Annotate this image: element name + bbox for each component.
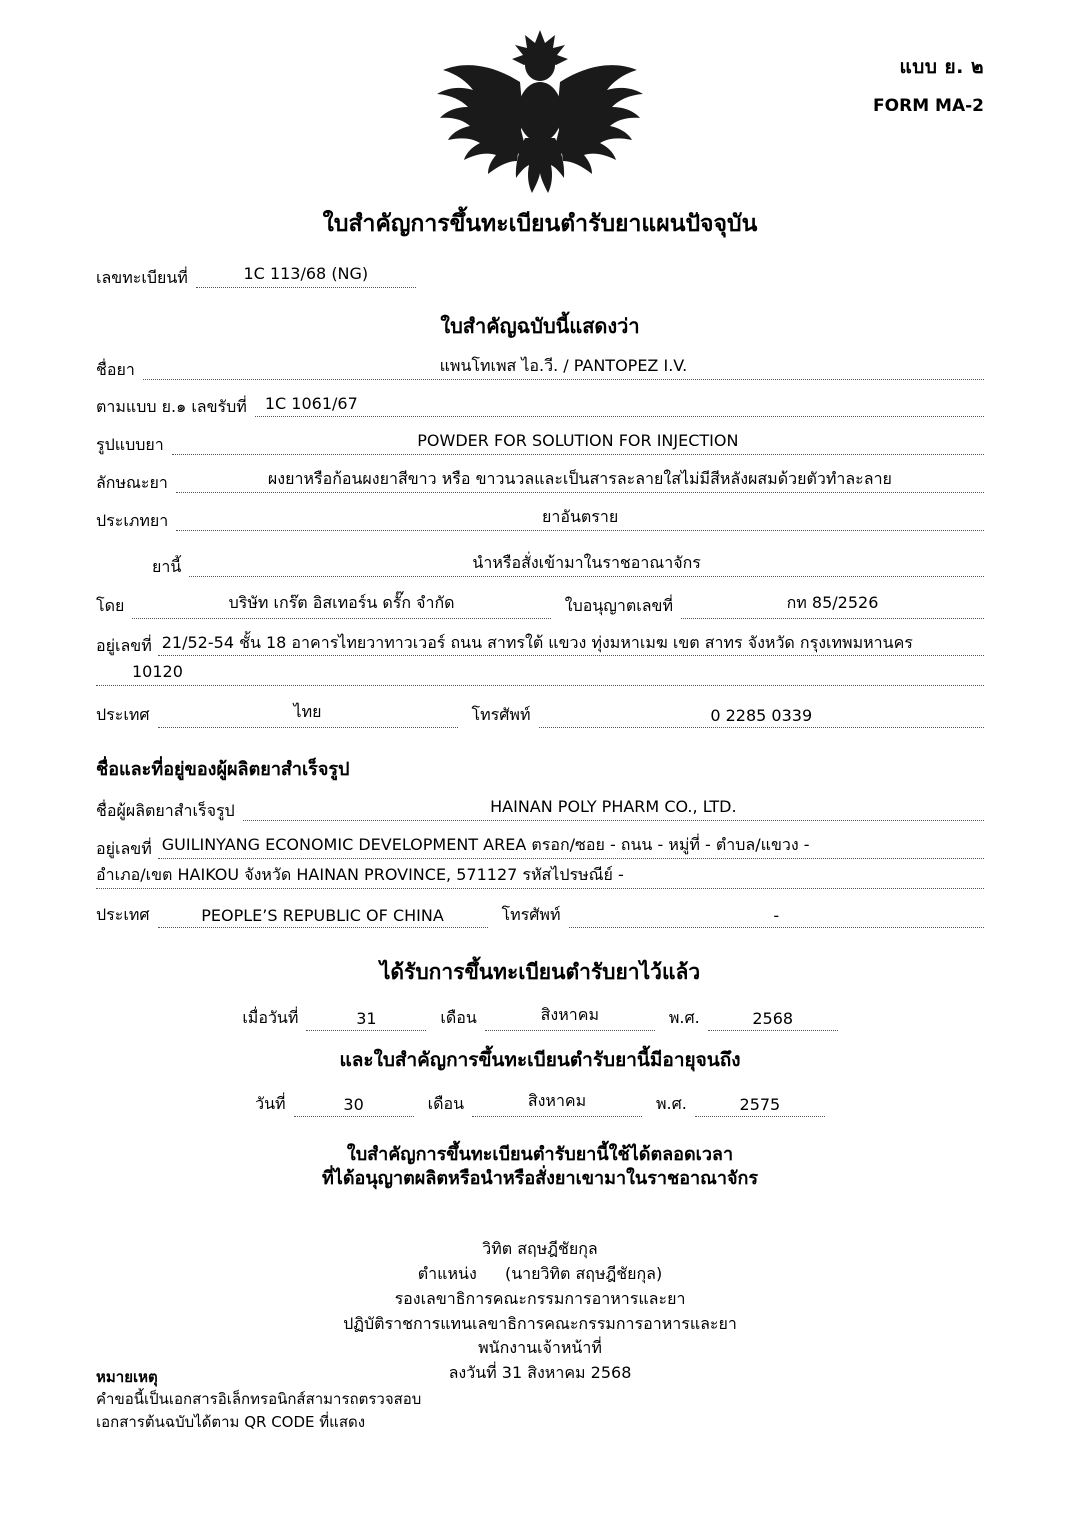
importer-address xyxy=(96,633,984,687)
importer-label: โดย xyxy=(96,595,125,615)
certify-heading: ใบสำคัญฉบับนี้แสดงว่า xyxy=(440,313,640,338)
signatory-title-3: พนักงานเจ้าหน้าที่ xyxy=(478,1338,602,1358)
appearance-row xyxy=(96,469,984,493)
footnote-title: หมายเหตุ xyxy=(96,1367,158,1386)
issue-date-row xyxy=(96,1003,984,1031)
importer-address-label: อยู่เลขที่ xyxy=(96,636,152,656)
dosage-form-value: POWDER FOR SOLUTION FOR INJECTION xyxy=(172,431,984,455)
form-code-english: FORM MA-2 xyxy=(873,96,984,116)
footnote-line2: เอกสารต้นฉบับได้ตาม QR CODE ที่แสดง xyxy=(96,1412,366,1431)
form-reference-row xyxy=(96,394,984,418)
drug-name-value: แพนโทเพส ไอ.วี. / PANTOPEZ I.V. xyxy=(143,356,984,380)
form-code-thai: แบบ ย. ๒ xyxy=(899,56,984,78)
issue-year-label: พ.ศ. xyxy=(668,1007,700,1027)
manufacturer-name-value: HAINAN POLY PHARM CO., LTD. xyxy=(243,797,984,821)
manufacturer-country-row xyxy=(96,903,984,928)
drug-name-row xyxy=(96,356,984,380)
signatory-name: วิทิต สฤษฎีชัยกุล xyxy=(482,1239,598,1259)
page-title: ใบสำคัญการขึ้นทะเบียนตำรับยาแผนปัจจุบัน xyxy=(322,211,758,237)
manufacturer-address-label: อยู่เลขที่ xyxy=(96,838,152,858)
granted-heading: ได้รับการขึ้นทะเบียนตำรับยาไว้แล้ว xyxy=(379,959,701,984)
importer-address-line2-row xyxy=(96,662,984,686)
dosage-form-label: รูปแบบยา xyxy=(96,435,164,455)
license-value: กท 85/2526 xyxy=(681,591,984,619)
importer-address-line1-row xyxy=(96,633,984,657)
form-reference-value: 1C 1061/67 xyxy=(255,394,984,418)
expiry-year-label: พ.ศ. xyxy=(656,1093,687,1113)
manufacturer-phone-label: โทรศัพท์ xyxy=(501,904,561,924)
importer-phone-label: โทรศัพท์ xyxy=(471,705,531,725)
manufacturer-country-label: ประเทศ xyxy=(96,904,150,924)
category-label: ประเภทยา xyxy=(96,510,169,530)
form-reference-label: ตามแบบ ย.๑ เลขรับที่ xyxy=(96,397,247,417)
condition-note xyxy=(96,1143,984,1192)
manufacturer-address-line1-row xyxy=(96,835,984,859)
footnote-line1: คำขอนี้เป็นเอกสารอิเล็กทรอนิกส์สามารถตรวจสอบ xyxy=(96,1390,422,1408)
condition-line2: ที่ได้อนุญาตผลิตหรือนำหรือสั่งยาเขามาในราชอาณาจักร xyxy=(321,1167,759,1189)
issue-year: 2568 xyxy=(708,1009,838,1031)
category-value: ยาอันตราย xyxy=(176,507,984,531)
signatory-title-1: รองเลขาธิการคณะกรรมการอาหารและยา xyxy=(394,1288,686,1308)
importer-address-line1: 21/52-54 ชั้น 18 อาคารไทยวาทาวเวอร์ ถนน สาทรใต้ แขวง ทุ่งมหาเมฆ เขต สาทร จังหวัด กรุงเทพมหานคร xyxy=(158,633,984,657)
importer-country-row xyxy=(96,700,984,728)
this-drug-value: นำหรือสั่งเข้ามาในราชอาณาจักร xyxy=(189,553,984,577)
expiry-month: สิงหาคม xyxy=(472,1089,642,1117)
importer-country-value: ไทย xyxy=(158,700,458,728)
signed-date: ลงวันที่ 31 สิงหาคม 2568 xyxy=(448,1363,632,1383)
drug-name-label: ชื่อยา xyxy=(96,359,135,379)
condition-line1: ใบสำคัญการขึ้นทะเบียนตำรับยานี้ใช้ได้ตลอดเวลา xyxy=(346,1143,734,1165)
issue-day: 31 xyxy=(306,1009,426,1031)
manufacturer-name-row xyxy=(96,797,984,821)
expiry-date-row xyxy=(96,1089,984,1117)
appearance-label: ลักษณะยา xyxy=(96,472,168,492)
registration-number-value: 1C 113/68 (NG) xyxy=(196,264,416,288)
registration-number-label: เลขทะเบียนที่ xyxy=(96,267,188,287)
import-statement-row xyxy=(96,553,984,577)
form-code xyxy=(873,52,984,116)
appearance-value: ผงยาหรือก้อนผงยาสีขาว หรือ ขาวนวลและเป็นสารละลายใสไม่มีสีหลังผสมด้วยตัวทำละลาย xyxy=(176,469,984,493)
importer-address-line2: 10120 xyxy=(96,662,984,686)
issue-date-label: เมื่อวันที่ xyxy=(242,1007,299,1027)
importer-country-label: ประเทศ xyxy=(96,705,150,725)
this-drug-label: ยานี้ xyxy=(152,556,182,576)
signatory-title-2: ปฏิบัติราชการแทนเลขาธิการคณะกรรมการอาหารและยา xyxy=(343,1313,737,1333)
expiry-date-label: วันที่ xyxy=(255,1093,286,1113)
manufacturer-phone-value: - xyxy=(569,906,985,928)
manufacturer-address xyxy=(96,835,984,889)
importer-row xyxy=(96,591,984,619)
footnote-block xyxy=(96,1366,421,1434)
signature-block xyxy=(96,1237,984,1386)
manufacturer-name-label: ชื่อผู้ผลิตยาสำเร็จรูป xyxy=(96,800,235,820)
license-label: ใบอนุญาตเลขที่ xyxy=(564,595,674,615)
validity-heading: และใบสำคัญการขึ้นทะเบียนตำรับยานี้มีอายุจนถึง xyxy=(339,1048,741,1071)
registration-number-row xyxy=(96,264,984,288)
expiry-month-label: เดือน xyxy=(427,1093,464,1113)
position-label: ตำแหน่ง xyxy=(417,1263,477,1283)
manufacturer-address-line2-row xyxy=(96,865,984,889)
issue-month-label: เดือน xyxy=(440,1007,477,1027)
document-header xyxy=(0,0,1080,200)
signatory-full-name: (นายวิทิต สฤษฎีชัยกุล) xyxy=(504,1263,663,1283)
issue-month: สิงหาคม xyxy=(485,1003,655,1031)
manufacturer-address-line1: GUILINYANG ECONOMIC DEVELOPMENT AREA ตรอก/ซอย - ถนน - หมู่ที่ - ตำบล/แขวง - xyxy=(158,835,984,859)
manufacturer-section-title: ชื่อและที่อยู่ของผู้ผลิตยาสำเร็จรูป xyxy=(96,759,350,781)
expiry-day: 30 xyxy=(294,1095,414,1117)
signatory-position-row xyxy=(96,1262,984,1287)
importer-phone-value: 0 2285 0339 xyxy=(539,706,985,728)
expiry-year: 2575 xyxy=(695,1095,825,1117)
category-row xyxy=(96,507,984,531)
manufacturer-country-value: PEOPLE’S REPUBLIC OF CHINA xyxy=(158,906,488,928)
manufacturer-address-line2: อำเภอ/เขต HAIKOU จังหวัด HAINAN PROVINCE, 571127 รหัสไปรษณีย์ - xyxy=(96,865,984,889)
importer-value: บริษัท เกร๊ต อิสเทอร์น ดรั๊ก จำกัด xyxy=(132,591,550,619)
dosage-form-row xyxy=(96,431,984,455)
